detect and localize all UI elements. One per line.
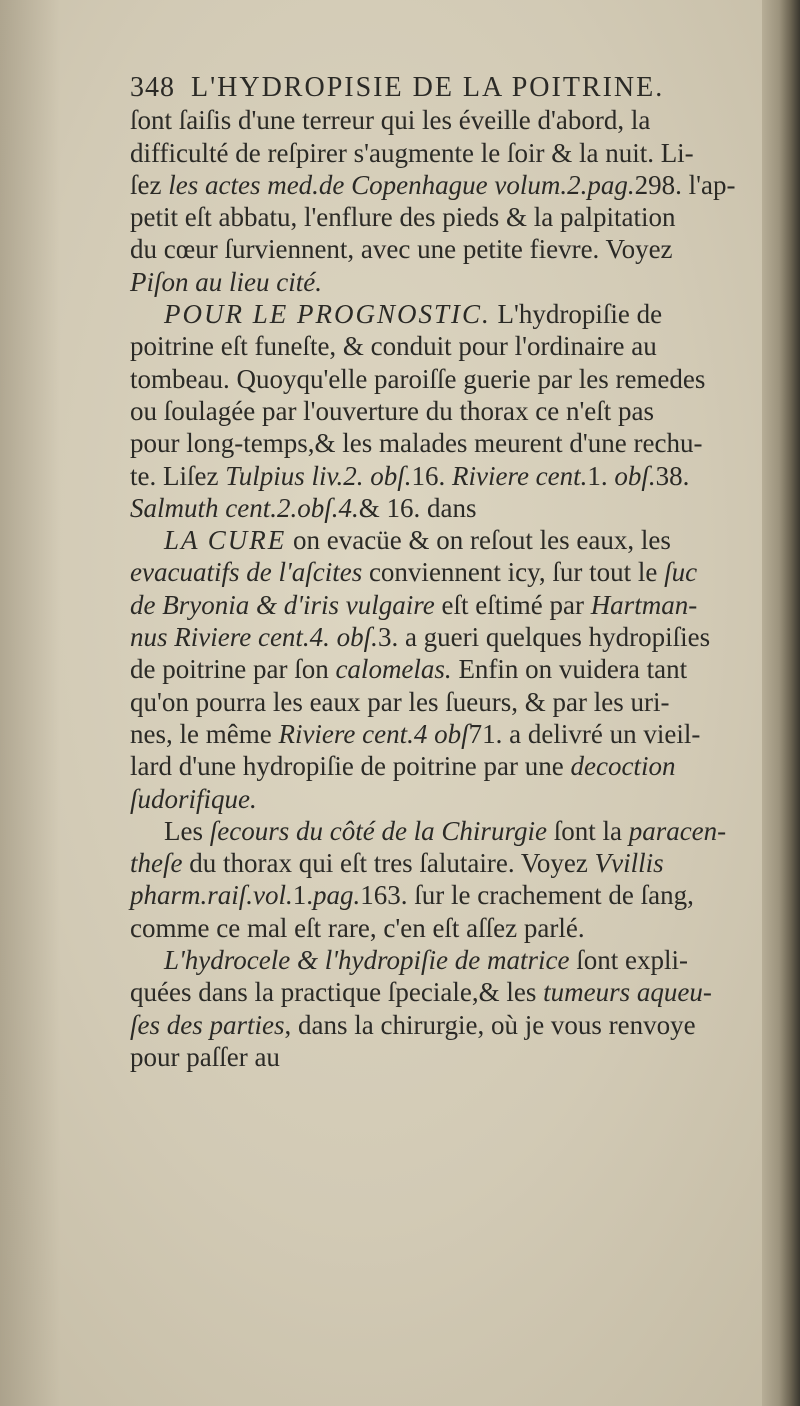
text-line: [130, 137, 790, 169]
text-line: [130, 686, 790, 718]
text-run: & 16. dans: [358, 492, 477, 523]
text-line: [130, 589, 790, 621]
text-run: 3. a gueri quelques hydropiſies: [377, 622, 711, 653]
italic-run: ſes des parties: [130, 1009, 285, 1040]
italic-run: ſecours du côté de la Chirurgie: [209, 815, 547, 846]
italic-run: pharm.raiſ.vol.: [130, 880, 293, 911]
page-number: 348: [130, 72, 175, 103]
italic-run: ſudorifique.: [130, 783, 257, 814]
text-line: [130, 976, 790, 1008]
text-run: ſez: [130, 169, 169, 200]
italic-run: L'hydrocele & l'hydropiſie de matrice: [164, 945, 570, 976]
italic-run: les actes med.de Copenhague volum.2.pag.: [168, 169, 635, 200]
text-run: 1.: [587, 460, 615, 491]
text-line: [130, 427, 790, 459]
text-run: te. Liſez: [130, 460, 226, 491]
text-run: pour long-temps,& les malades meurent d'une rechu-: [130, 428, 703, 459]
text-run: difficulté de reſpirer s'augmente le ſoir & la nuit. Li-: [130, 137, 694, 168]
italic-run: de Bryonia & d'iris vulgaire: [130, 589, 435, 620]
italic-run: decoction: [570, 751, 676, 782]
page-shadow-left: [0, 0, 60, 1406]
text-line: [130, 1041, 790, 1073]
italic-run: Piſon au lieu cité.: [130, 266, 322, 297]
text-line: [130, 815, 790, 847]
text-line: [130, 330, 790, 362]
italic-run: evacuatifs de l'aſcites: [130, 557, 363, 588]
text-line: [130, 750, 790, 782]
text-line: [130, 879, 790, 911]
text-run: ſont la: [546, 815, 629, 846]
text-run: de poitrine par ſon: [130, 654, 336, 685]
text-line: [130, 718, 790, 750]
body-text: [130, 104, 790, 1073]
text-line: [130, 944, 790, 976]
text-line: [130, 266, 790, 298]
text-run: conviennent icy, ſur tout le: [362, 557, 665, 588]
text-run: quées dans la practique ſpeciale,& les: [130, 977, 544, 1008]
italic-run: theſe: [130, 848, 183, 879]
text-run: qu'on pourra les eaux par les ſueurs, & par les uri-: [130, 686, 670, 717]
text-run: 298. l'ap-: [634, 169, 736, 200]
text-line: [130, 912, 790, 944]
text-run: 1.: [292, 880, 314, 911]
text-line: [130, 363, 790, 395]
text-run: poitrine eſt funeſte, & conduit pour l'ordinaire au: [130, 331, 657, 362]
running-header: [130, 72, 790, 104]
text-run: ſont expli-: [569, 945, 688, 976]
text-run: , dans la chirurgie, où je vous renvoye: [284, 1009, 696, 1040]
text-run: 71. a delivré un vieil-: [468, 718, 701, 749]
text-run: petit eſt abbatu, l'enflure des pieds & la palpitation: [130, 202, 676, 233]
text-line: [130, 783, 790, 815]
italic-run: Hartman-: [590, 589, 698, 620]
italic-run: LA CURE: [164, 525, 287, 556]
text-line: [130, 524, 790, 556]
italic-run: pag.: [313, 880, 361, 911]
text-line: [130, 847, 790, 879]
italic-run: paracen-: [628, 815, 727, 846]
text-line: [130, 460, 790, 492]
text-run: pour paſſer au: [130, 1041, 280, 1072]
italic-run: Riviere cent.4 obſ: [278, 718, 469, 749]
page-text: [130, 72, 790, 1073]
text-line: [130, 621, 790, 653]
text-run: du thorax qui eſt tres ſalutaire. Voyez: [182, 848, 595, 879]
text-run: tombeau. Quoyqu'elle paroiſſe guerie par les remedes: [130, 363, 706, 394]
italic-run: Salmuth cent.2.obſ.4.: [130, 492, 359, 523]
text-run: on evacüe & on reſout les eaux, les: [286, 525, 671, 556]
text-line: [130, 298, 790, 330]
text-line: [130, 233, 790, 265]
text-run: eſt eſtimé par: [434, 589, 591, 620]
text-run: nes, le même: [130, 718, 279, 749]
text-run: du cœur ſurviennent, avec une petite fievre. Voyez: [130, 234, 673, 265]
italic-run: POUR LE PROGNOSTIC.: [164, 299, 491, 330]
text-run: 163. ſur le crachement de ſang,: [360, 880, 694, 911]
text-line: [130, 653, 790, 685]
text-line: [130, 201, 790, 233]
text-line: [130, 1009, 790, 1041]
italic-run: nus Riviere cent.4. obſ.: [130, 622, 378, 653]
italic-run: tumeurs aqueu-: [543, 977, 712, 1008]
italic-run: Tulpius liv.2. obſ.: [225, 460, 412, 491]
running-title: L'HYDROPISIE DE LA POITRINE.: [191, 72, 665, 103]
text-line: [130, 104, 790, 136]
italic-run: calomelas.: [335, 654, 452, 685]
text-run: lard d'une hydropiſie de poitrine par une: [130, 751, 571, 782]
italic-run: ſuc: [664, 557, 698, 588]
text-line: [130, 169, 790, 201]
text-line: [130, 556, 790, 588]
italic-run: obſ.: [614, 460, 656, 491]
text-run: 38.: [655, 460, 690, 491]
italic-run: Riviere cent.: [451, 460, 588, 491]
text-run: L'hydropiſie de: [490, 299, 663, 330]
text-run: ſont ſaiſis d'une terreur qui les éveille d'abord, la: [130, 105, 651, 136]
text-run: comme ce mal eſt rare, c'en eſt aſſez parlé.: [130, 912, 585, 943]
text-run: 16.: [411, 460, 452, 491]
text-line: [130, 492, 790, 524]
text-run: Les: [164, 815, 210, 846]
text-run: ou ſoulagée par l'ouverture du thorax ce n'eſt pas: [130, 395, 655, 426]
text-line: [130, 395, 790, 427]
text-run: Enfin on vuidera tant: [451, 654, 688, 685]
italic-run: Vvillis: [594, 848, 664, 879]
